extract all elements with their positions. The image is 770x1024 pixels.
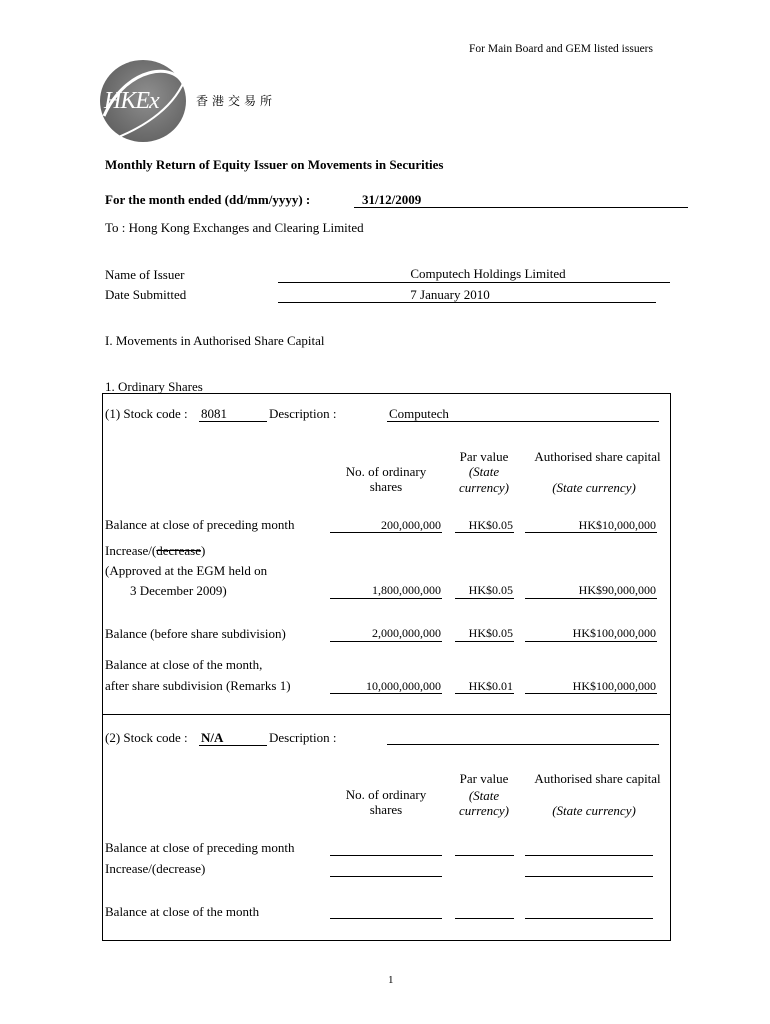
increase-suffix: ) (201, 543, 206, 558)
increase-prefix: Increase/( (105, 543, 157, 558)
col-shares-header-1b: shares (369, 479, 403, 494)
logo-text: HKEx (104, 88, 159, 114)
col-shares-header-1a: No. of ordinary (345, 464, 427, 479)
cell-par-preceding-1: HK$0.05 (468, 518, 513, 532)
description-label-2: Description : (269, 730, 337, 745)
col-auth-header-1a: Authorised share capital (534, 449, 661, 464)
row-label-preceding-2: Balance at close of preceding month (105, 840, 295, 855)
col-auth-header-2b: (State currency) (552, 803, 636, 818)
date-submitted-label: Date Submitted (105, 287, 187, 302)
line-shares-after-subdivision (330, 693, 442, 694)
description-label-1: Description : (269, 406, 337, 421)
cell-par-increase-1: HK$0.05 (468, 583, 513, 597)
line-par-close-2 (455, 918, 514, 919)
line-par-after-subdivision (455, 693, 514, 694)
row-label-close-2: Balance at close of the month (105, 904, 260, 919)
cell-shares-increase-1: 1,800,000,000 (372, 583, 441, 597)
issuer-label: Name of Issuer (105, 267, 185, 282)
date-submitted-value: 7 January 2010 (410, 287, 490, 302)
increase-note-2: 3 December 2009) (130, 583, 227, 598)
cell-auth-preceding-1: HK$10,000,000 (578, 518, 656, 532)
description-underline-1 (387, 421, 659, 422)
line-shares-preceding-2 (330, 855, 442, 856)
cell-par-before-subdivision: HK$0.05 (468, 626, 513, 640)
line-auth-increase-1 (525, 598, 657, 599)
description-underline-2 (387, 744, 659, 745)
month-label: For the month ended (dd/mm/yyyy) : (105, 192, 311, 207)
addressee: To : Hong Kong Exchanges and Clearing Limited (105, 220, 364, 235)
cell-par-after-subdivision: HK$0.01 (468, 679, 513, 693)
stock-code-label-2: (2) Stock code : (105, 730, 188, 745)
line-auth-after-subdivision (525, 693, 657, 694)
line-par-increase-1 (455, 598, 514, 599)
decrease-struck: decrease (156, 543, 201, 558)
increase-note-1: (Approved at the EGM held on (105, 563, 268, 578)
cell-shares-after-subdivision: 10,000,000,000 (366, 679, 441, 693)
stock-code-2: N/A (201, 730, 224, 745)
line-par-preceding-1 (455, 532, 514, 533)
section-title: I. Movements in Authorised Share Capital (105, 333, 325, 348)
col-par-header-1a: Par value (459, 449, 509, 464)
row-label-preceding-1: Balance at close of preceding month (105, 517, 295, 532)
page-title: Monthly Return of Equity Issuer on Movements in Securities (105, 157, 444, 172)
line-shares-increase-2 (330, 876, 442, 877)
description-1: Computech (389, 406, 449, 421)
cell-auth-after-subdivision: HK$100,000,000 (572, 679, 656, 693)
col-par-header-2c: currency) (458, 803, 510, 818)
cell-shares-preceding-1: 200,000,000 (381, 518, 441, 532)
date-submitted-underline (278, 302, 656, 303)
line-shares-preceding-1 (330, 532, 442, 533)
col-shares-header-2a: No. of ordinary (345, 787, 427, 802)
col-shares-header-2b: shares (369, 802, 403, 817)
issuer-underline (278, 282, 670, 283)
line-par-preceding-2 (455, 855, 514, 856)
cell-shares-before-subdivision: 2,000,000,000 (372, 626, 441, 640)
col-par-header-2b: (State (468, 788, 500, 803)
line-auth-increase-2 (525, 876, 653, 877)
subsection-title: 1. Ordinary Shares (105, 379, 203, 394)
logo-chinese-name: 香港交易所 (196, 94, 277, 108)
col-auth-header-1b: (State currency) (552, 480, 636, 495)
col-par-header-1c: currency) (458, 480, 510, 495)
row-label-after-subdivision-2: after share subdivision (Remarks 1) (105, 678, 291, 693)
header-note: For Main Board and GEM listed issuers (469, 43, 653, 55)
row-label-before-subdivision: Balance (before share subdivision) (105, 626, 286, 641)
line-auth-close-2 (525, 918, 653, 919)
stock-code-label-1: (1) Stock code : (105, 406, 188, 421)
line-par-before-subdivision (455, 641, 514, 642)
issuer-value: Computech Holdings Limited (410, 266, 566, 281)
cell-auth-increase-1: HK$90,000,000 (578, 583, 656, 597)
stock-code-underline-1 (199, 421, 267, 422)
line-shares-before-subdivision (330, 641, 442, 642)
col-par-header-1b: (State (468, 464, 500, 479)
month-value: 31/12/2009 (362, 192, 422, 207)
month-underline (354, 207, 688, 208)
col-auth-header-2a: Authorised share capital (534, 771, 661, 786)
table-divider (102, 714, 671, 715)
cell-auth-before-subdivision: HK$100,000,000 (572, 626, 656, 640)
page-number: 1 (388, 974, 394, 986)
row-label-after-subdivision-1: Balance at close of the month, (105, 657, 263, 672)
row-label-increase-1 (105, 544, 205, 557)
row-label-increase-2: Increase/(decrease) (105, 861, 206, 876)
line-shares-close-2 (330, 918, 442, 919)
line-auth-before-subdivision (525, 641, 657, 642)
line-shares-increase-1 (330, 598, 442, 599)
line-auth-preceding-1 (525, 532, 657, 533)
line-auth-preceding-2 (525, 855, 653, 856)
stock-code-1: 8081 (201, 406, 227, 421)
col-par-header-2a: Par value (459, 771, 509, 786)
stock-code-underline-2 (199, 745, 267, 746)
